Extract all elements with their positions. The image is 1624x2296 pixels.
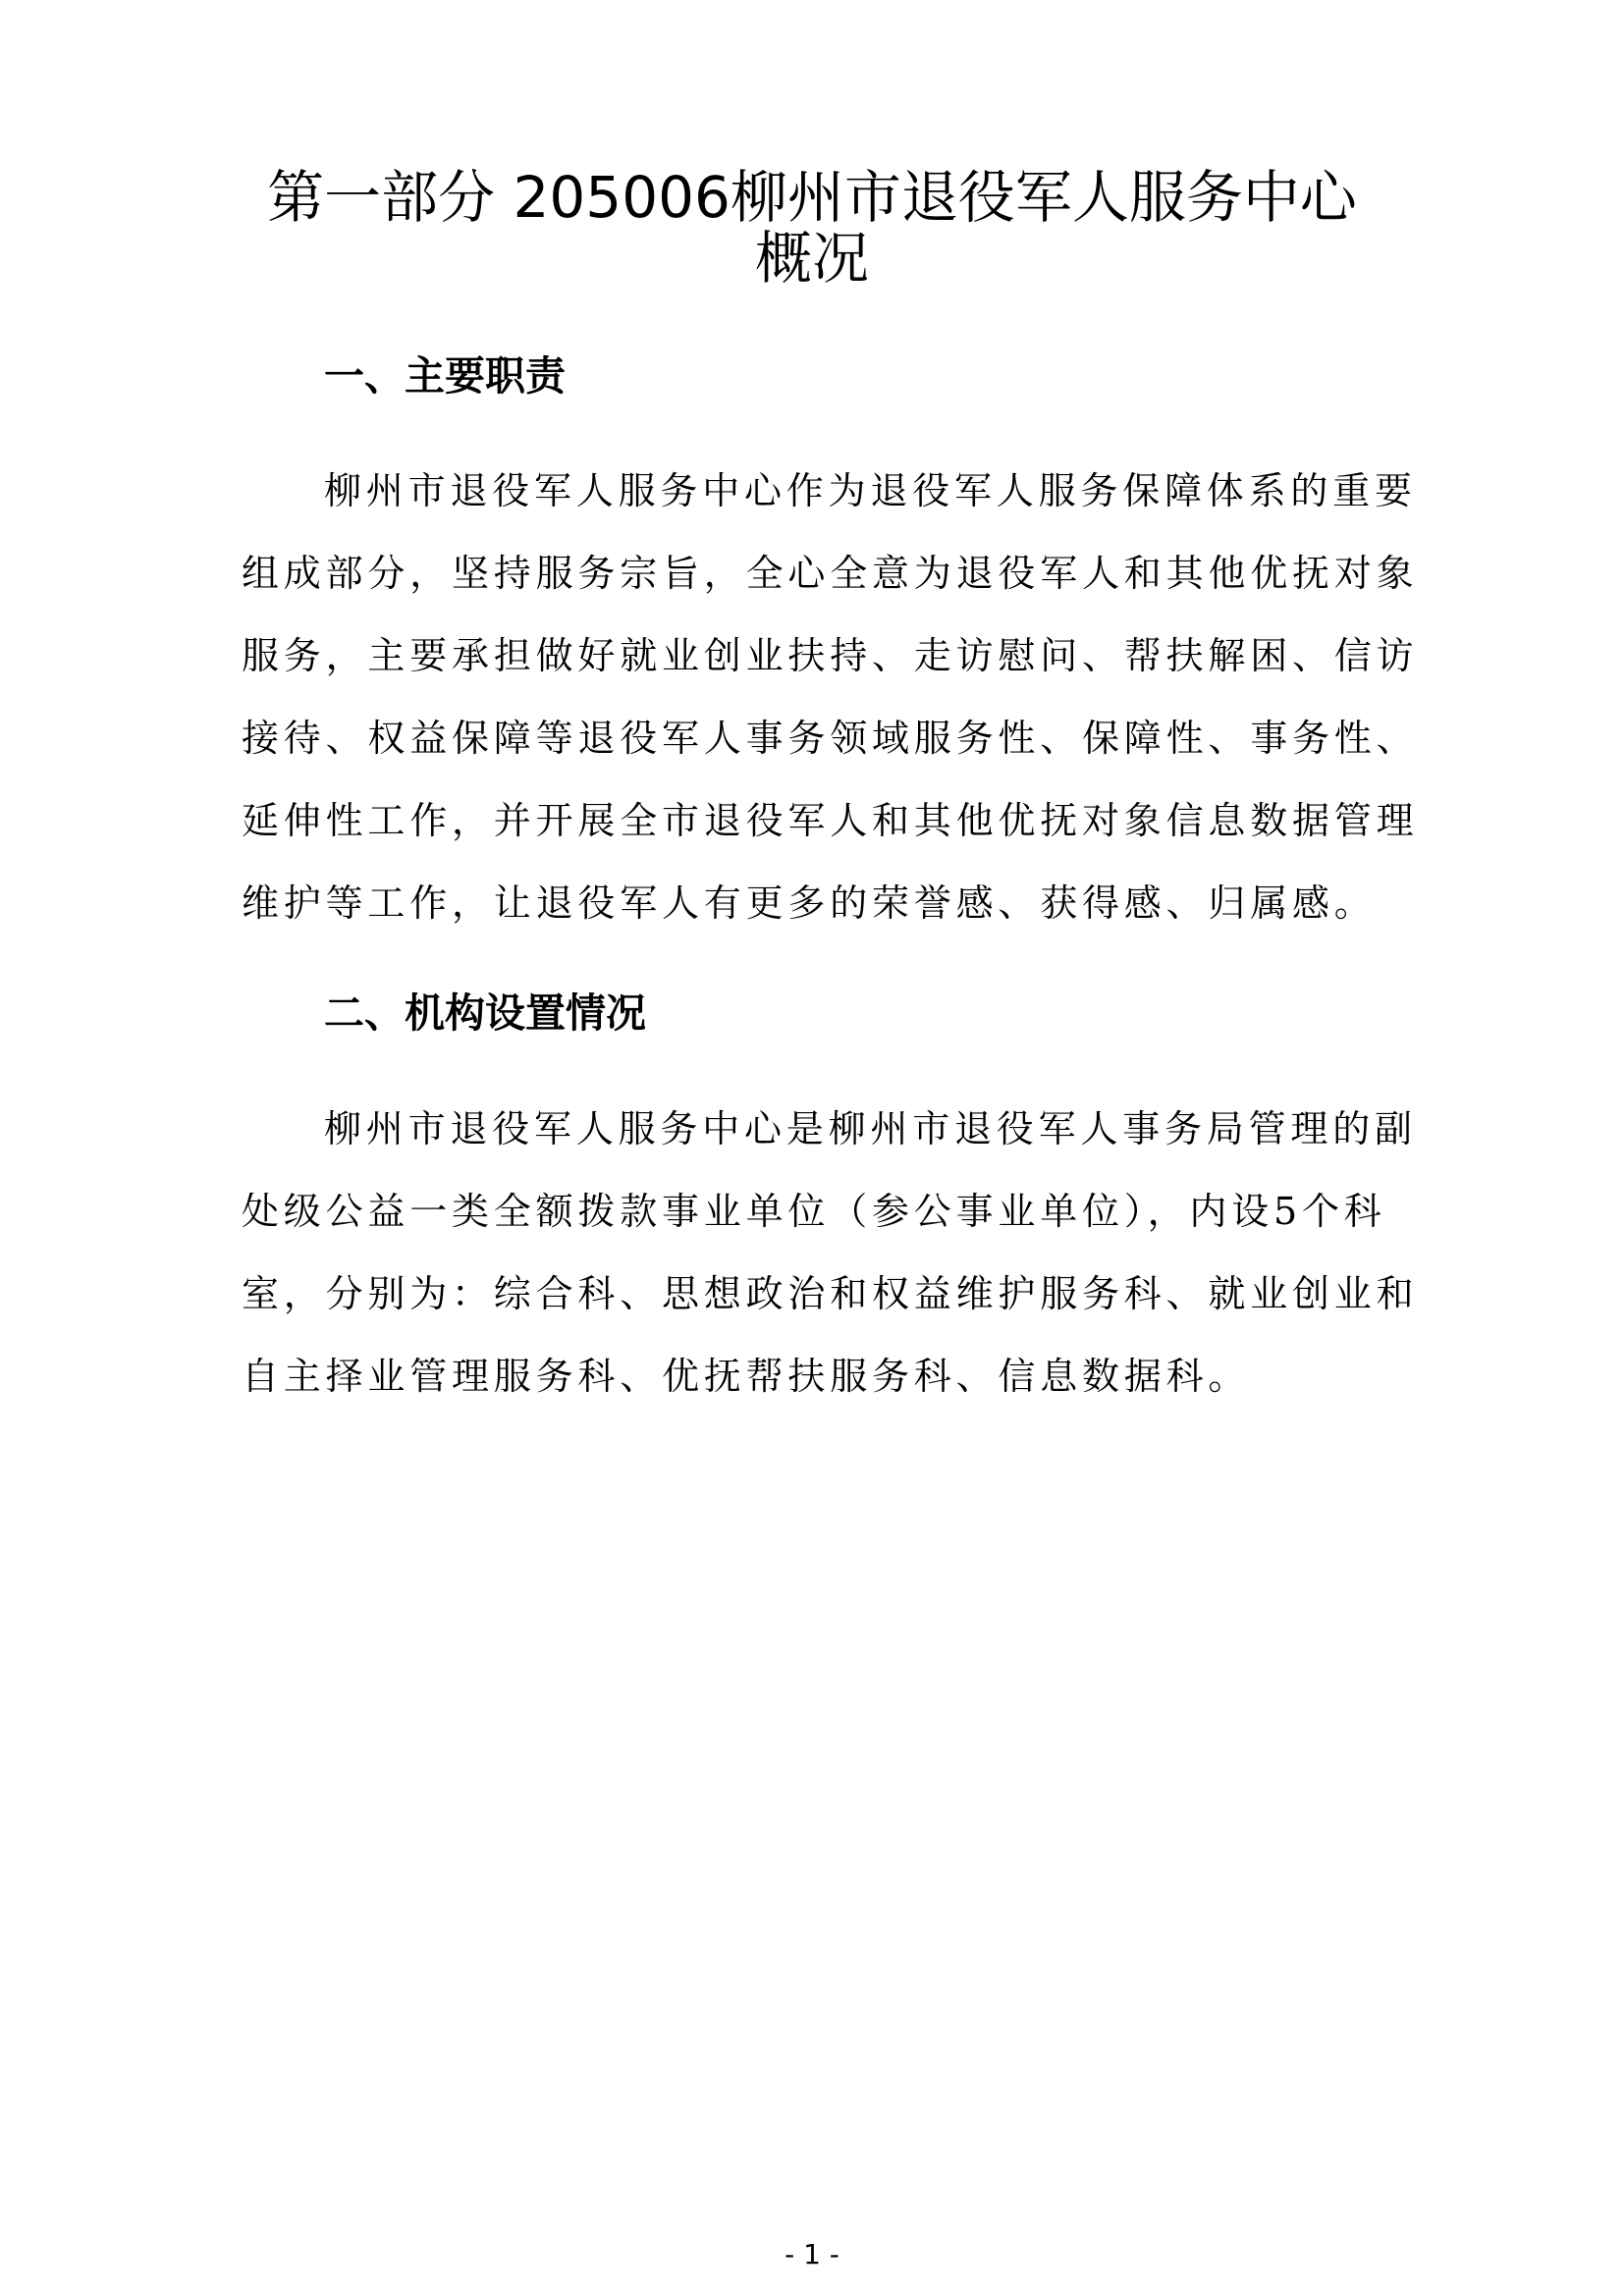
paragraph-line: 室，分别为：综合科、思想政治和权益维护服务科、就业创业和 — [242, 1272, 1419, 1315]
paragraph-line: 柳州市退役军人服务中心是柳州市退役军人事务局管理的副 — [324, 1107, 1417, 1150]
paragraph-line: 组成部分，坚持服务宗旨，全心全意为退役军人和其他优抚对象 — [242, 552, 1419, 595]
paragraph-line: 自主择业管理服务科、优抚帮扶服务科、信息数据科。 — [242, 1355, 1251, 1398]
paragraph-line: 柳州市退役军人服务中心作为退役军人服务保障体系的重要 — [324, 469, 1417, 512]
paragraph-line: 服务，主要承担做好就业创业扶持、走访慰问、帮扶解困、信访 — [242, 634, 1419, 677]
page-title-continued: 概况 — [754, 225, 869, 292]
paragraph-line: 延伸性工作，并开展全市退役军人和其他优抚对象信息数据管理 — [242, 799, 1419, 842]
paragraph-line: 接待、权益保障等退役军人事务领域服务性、保障性、事务性、 — [242, 717, 1419, 760]
page-number: - 1 - — [785, 2238, 839, 2270]
paragraph-line: 处级公益一类全额拨款事业单位（参公事业单位），内设5个科 — [242, 1190, 1386, 1233]
paragraph-line: 维护等工作，让退役军人有更多的荣誉感、获得感、归属感。 — [242, 881, 1377, 925]
organization-paragraph — [242, 1088, 1419, 1417]
section-heading-duties: 一、主要职责 — [324, 352, 566, 400]
section-heading-organization: 二、机构设置情况 — [324, 989, 646, 1037]
duties-paragraph — [242, 450, 1419, 944]
page-title: 第一部分 205006柳州市退役军人服务中心 — [267, 164, 1357, 231]
